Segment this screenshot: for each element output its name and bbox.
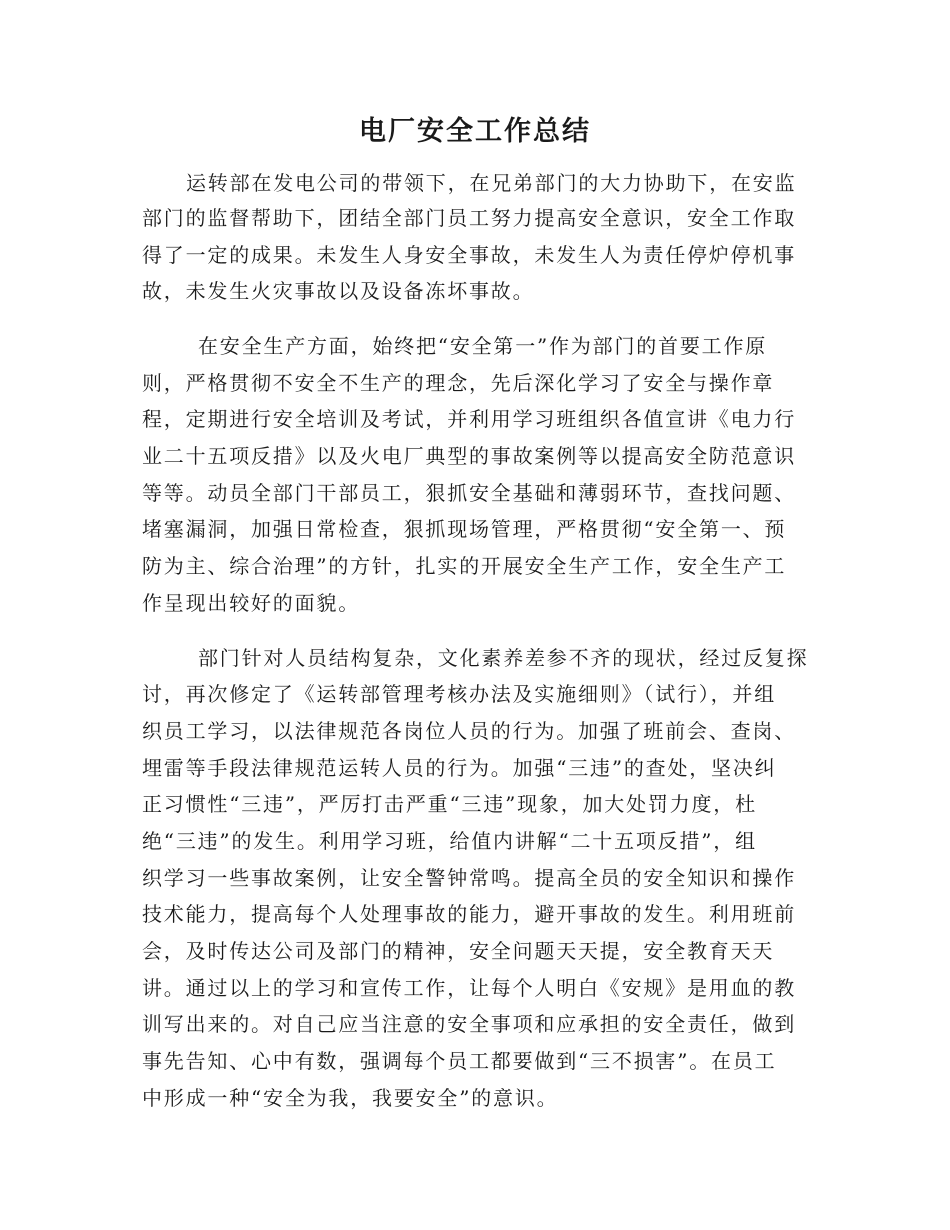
paragraph-line: 等等。动员全部门干部员工，狠抓安全基础和薄弱环节，查找问题、: [142, 481, 796, 505]
paragraph-line: 防为主、综合治理”的方针，扎实的开展安全生产工作，安全生产工: [142, 554, 787, 578]
paragraph-line: 部门针对人员结构复杂，文化素养差参不齐的现状，经过反复探: [198, 646, 809, 670]
paragraph-line: 业二十五项反措》以及火电厂典型的事故案例等以提高安全防范意识: [142, 444, 796, 468]
paragraph-line: 会，及时传达公司及部门的精神，安全问题天天提，安全教育天天: [142, 939, 775, 963]
paragraph-line: 技术能力，提高每个人处理事故的能力，避开事故的发生。利用班前: [142, 902, 796, 926]
paragraph-line: 织学习一些事故案例，让安全警钟常鸣。提高全员的安全知识和操作: [142, 866, 796, 890]
paragraph-line: 在安全生产方面，始终把“安全第一”作为部门的首要工作原: [198, 334, 768, 358]
paragraph-line: 讨，再次修定了《运转部管理考核办法及实施细则》（试行），并组: [142, 682, 776, 706]
paragraph-line: 讲。通过以上的学习和宣传工作，让每个人明白《安规》是用血的教: [142, 976, 796, 1000]
document-title: 电厂安全工作总结: [359, 116, 591, 147]
paragraph-line: 织员工学习，以法律规范各岗位人员的行为。加强了班前会、查岗、: [142, 719, 796, 743]
paragraph-line: 中形成一种“安全为我，我要安全”的意识。: [142, 1086, 559, 1110]
paragraph-line: 部门的监督帮助下，团结全部门员工努力提高安全意识，安全工作取: [142, 206, 796, 230]
paragraph-line: 正习惯性“三违”，严厉打击严重“三违”现象，加大处罚力度，杜: [142, 792, 757, 816]
paragraph-line: 则，严格贯彻不安全不生产的理念，先后深化学习了安全与操作章: [142, 371, 775, 395]
paragraph-line: 训写出来的。对自己应当注意的安全事项和应承担的安全责任，做到: [142, 1012, 796, 1036]
paragraph-line: 埋雷等手段法律规范运转人员的行为。加强“三违”的查处，坚决纠: [142, 756, 777, 780]
paragraph-line: 堵塞漏洞，加强日常检查，狠抓现场管理，严格贯彻“安全第一、预: [142, 517, 787, 541]
paragraph-line: 事先告知、心中有数，强调每个员工都要做到“三不损害”。在员工: [142, 1049, 777, 1073]
paragraph-line: 得了一定的成果。未发生人身安全事故，未发生人为责任停炉停机事: [142, 243, 796, 267]
paragraph-line: 绝“三违”的发生。利用学习班，给值内讲解“二十五项反措”，组: [142, 829, 757, 853]
paragraph-line: 程，定期进行安全培训及考试，并利用学习班组织各值宣讲《电力行: [142, 407, 796, 431]
paragraph-line: 运转部在发电公司的带领下，在兄弟部门的大力协助下，在安监: [186, 171, 797, 195]
paragraph-line: 故，未发生火灾事故以及设备冻坏事故。: [142, 279, 535, 303]
paragraph-line: 作呈现出较好的面貌。: [142, 591, 360, 615]
